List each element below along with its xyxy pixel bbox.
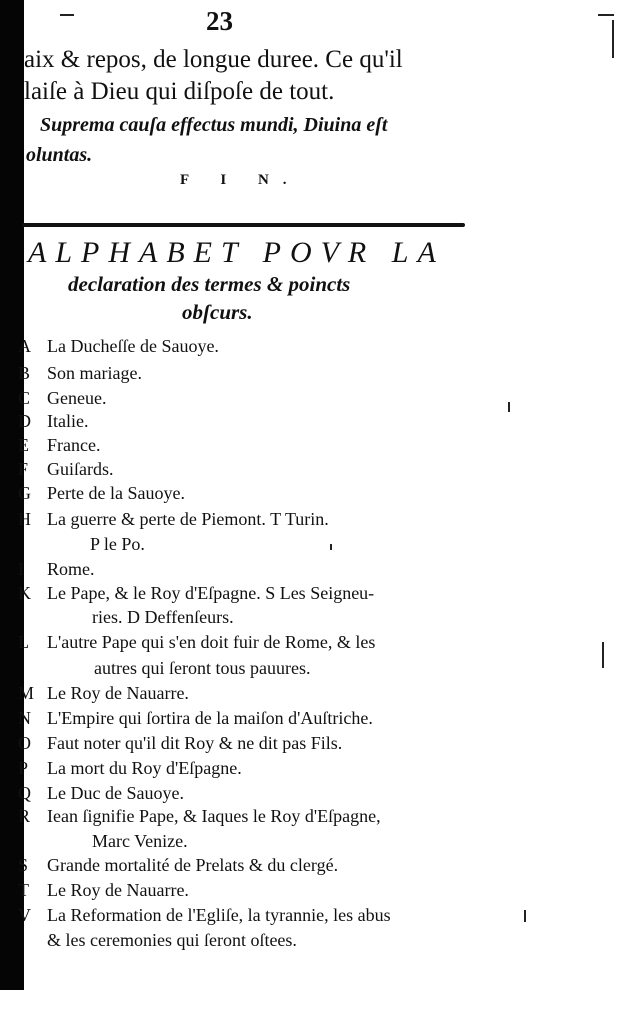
ink-speck <box>330 544 332 550</box>
ink-speck <box>602 642 604 668</box>
entry-letter: Q <box>18 783 31 803</box>
entry-text: Le Roy de Nauarre. <box>47 880 189 900</box>
entry-text: Le Duc de Sauoye. <box>47 783 184 803</box>
entry-continuation: autres qui ſeront tous pauures. <box>94 658 311 678</box>
entry-letter: M <box>18 683 35 703</box>
entry-letter: K <box>18 583 31 603</box>
ink-speck <box>60 14 74 16</box>
entry-letter: S <box>18 855 29 875</box>
entry-letter: H <box>18 509 31 529</box>
entry-letter: B <box>18 363 31 383</box>
ink-speck <box>612 20 614 58</box>
entry-continuation: ries. D Deffenſeurs. <box>92 607 234 627</box>
entry-letter: L <box>18 632 29 652</box>
section-title: ALPHABET POVR LA <box>28 236 445 269</box>
ink-speck <box>524 910 526 922</box>
entry-text: Rome. <box>47 559 95 579</box>
entry-text: Geneue. <box>47 388 107 408</box>
entry-text: Grande mortalité de Prelats & du clergé. <box>47 855 339 875</box>
entry-letter: E <box>18 435 29 455</box>
entry-text: L'Empire qui ſortira de la maiſon d'Auſtriche. <box>47 708 373 728</box>
entry-letter: N <box>18 708 31 728</box>
entry-letter: V <box>18 905 31 925</box>
ink-speck <box>598 14 614 16</box>
ink-speck <box>508 402 510 412</box>
entry-text: Le Pape, & le Roy d'Eſpagne. S Les Seigneu- <box>47 583 375 603</box>
entry-text: Faut noter qu'il dit Roy & ne dit pas Fils. <box>47 733 343 753</box>
section-rule <box>22 223 465 227</box>
entry-continuation: P le Po. <box>90 534 145 554</box>
entry-continuation: & les ceremonies qui ſeront oſtees. <box>47 930 297 950</box>
entry-letter: T <box>18 880 29 900</box>
entry-text: La Ducheſſe de Sauoye. <box>47 336 219 356</box>
entry-text: La guerre & perte de Piemont. T Turin. <box>47 509 329 529</box>
section-subtitle: obſcurs. <box>182 300 253 324</box>
entry-letter: C <box>18 388 31 408</box>
text-line: aix & repos, de longue duree. Ce qu'il <box>24 46 403 73</box>
entry-text: La mort du Roy d'Eſpagne. <box>47 758 242 778</box>
entry-text: Iean ſignifie Pape, & Iaques le Roy d'Eſpagne, <box>47 806 381 826</box>
entry-text: Guiſards. <box>47 459 114 479</box>
entry-letter: D <box>18 411 31 431</box>
entry-letter: F <box>18 459 29 479</box>
entry-text: France. <box>47 435 101 455</box>
latin-quote-line: Suprema cauſa effectus mundi, Diuina eſt <box>40 114 388 136</box>
entry-text: La Reformation de l'Egliſe, la tyrannie, les abus <box>47 905 391 925</box>
latin-quote-line: oluntas. <box>26 144 93 166</box>
entry-text: Italie. <box>47 411 89 431</box>
entry-letter: O <box>18 733 31 753</box>
fin-mark: F I N. <box>180 172 301 188</box>
entry-letter: R <box>18 806 31 826</box>
entry-text: Son mariage. <box>47 363 142 383</box>
entry-letter: A <box>18 336 31 356</box>
text-line: laiſe à Dieu qui diſpoſe de tout. <box>24 78 335 105</box>
entry-text: Perte de la Sauoye. <box>47 483 185 503</box>
entry-letter: P <box>18 758 29 778</box>
page-number: 23 <box>206 6 233 36</box>
entry-continuation: Marc Venize. <box>92 831 188 851</box>
entry-text: Le Roy de Nauarre. <box>47 683 189 703</box>
entry-letter: I <box>18 559 24 579</box>
entry-letter: G <box>18 483 31 503</box>
section-subtitle: declaration des termes & poincts <box>68 272 351 296</box>
entry-text: L'autre Pape qui s'en doit fuir de Rome, & les <box>47 632 376 652</box>
